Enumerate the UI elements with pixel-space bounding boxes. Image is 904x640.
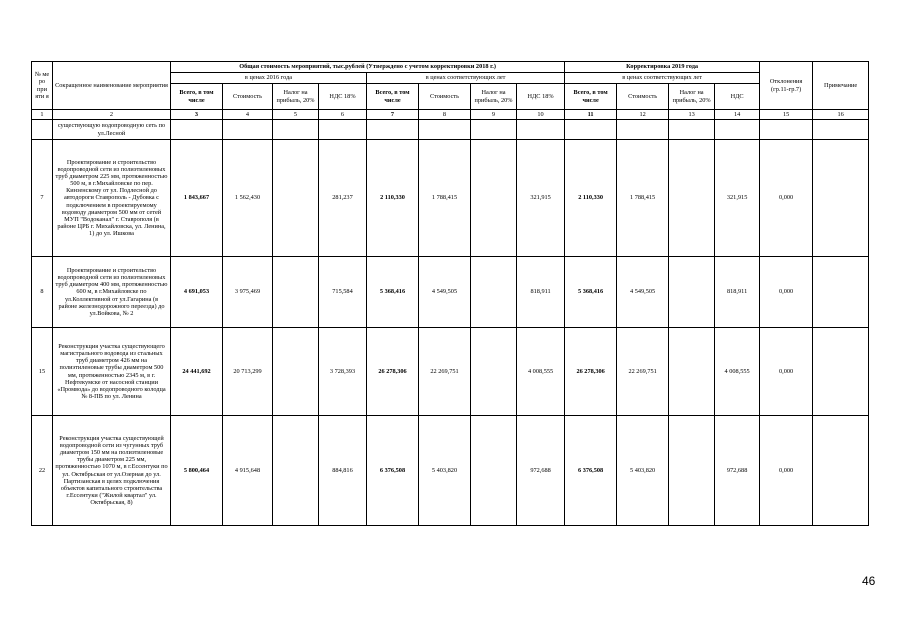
page-number: 46: [862, 574, 876, 588]
cell-profit-tax: [669, 257, 715, 328]
row-num: 7: [32, 140, 53, 257]
row-num: 22: [32, 416, 53, 526]
header-cost: Стоимость: [617, 84, 669, 110]
row-name: существующую водопроводную сеть по ул.Лесной: [53, 120, 171, 140]
cell-profit-tax: [669, 416, 715, 526]
cell-vat: 818,911: [517, 257, 565, 328]
cell-profit-tax: [669, 328, 715, 416]
header-profit-tax: Налог на прибыль, 20%: [471, 84, 517, 110]
cell-cost: 20 713,299: [223, 328, 273, 416]
cell-note: [813, 416, 869, 526]
col-num: 2: [53, 110, 171, 120]
header-vat18: НДС 18%: [319, 84, 367, 110]
col-num: 1: [32, 110, 53, 120]
col-num: 12: [617, 110, 669, 120]
header-vat: НДС: [715, 84, 760, 110]
row-name: Проектирование и строительство водопроводной сети из полиэтиленовых труб диаметром 225 мм, протяженностью 500 м, в г.Михайловске по пер. Кинзенскому от ул. Подлесной до автодороги Ставрополь - Дубовка с подключением в проектируемому водоводу диаметром 500 мм от сетей МУП "Водоканал" г. Ставрополя (в районе ЦРБ г. Михайловска, ул. Ленина, 1) до ул. Ишкова: [53, 140, 171, 257]
cell-note: [813, 140, 869, 257]
cell-cost: 1 562,430: [223, 140, 273, 257]
cell-note: [813, 328, 869, 416]
cell-total: 5 368,416: [565, 257, 617, 328]
col-num: 8: [419, 110, 471, 120]
header-profit-tax: Налог на прибыль, 20%: [669, 84, 715, 110]
cell-cost: 5 403,820: [617, 416, 669, 526]
cell-vat: 715,584: [319, 257, 367, 328]
header-prices-years-correction: в ценах соответствующих лет: [565, 73, 760, 84]
col-num: 13: [669, 110, 715, 120]
cell-cost: 4 549,505: [419, 257, 471, 328]
cell-deviation: 0,000: [760, 257, 813, 328]
cell-vat: 321,915: [517, 140, 565, 257]
cell-vat: 4 008,555: [517, 328, 565, 416]
cell-cost: 3 975,469: [223, 257, 273, 328]
cell-total: 5 800,464: [171, 416, 223, 526]
header-vat18: НДС 18%: [517, 84, 565, 110]
cell-deviation: 0,000: [760, 416, 813, 526]
cell-profit-tax: [669, 140, 715, 257]
col-num: 6: [319, 110, 367, 120]
header-group-correction: Корректировка 2019 года: [565, 62, 760, 73]
cell-vat: 4 008,555: [715, 328, 760, 416]
cost-table: [31, 61, 869, 526]
header-total: Всего, в том числе: [565, 84, 617, 110]
column-number-row: [32, 110, 869, 120]
row-name: Реконструкция участка существующей водопроводной сети из чугунных труб диаметром 150 мм на полиэтиленовые трубы диаметром 225 мм, протяженностью 1070 м, в г.Ессентуки по ул. Октябрьская от ул.Озерная до ул. Партизанская в целях подключения объектов капитального строительства г.Ессентуки ("Жилой квартал" ул. Октябрьская, 8): [53, 416, 171, 526]
cell-vat: 3 728,393: [319, 328, 367, 416]
cell-cost: 22 269,751: [617, 328, 669, 416]
col-num: 14: [715, 110, 760, 120]
cell-cost: 5 403,820: [419, 416, 471, 526]
cell-vat: 972,688: [715, 416, 760, 526]
row-num: 15: [32, 328, 53, 416]
cell-vat: 281,237: [319, 140, 367, 257]
cell-total: 2 110,330: [565, 140, 617, 257]
header-cost: Стоимость: [419, 84, 471, 110]
cell-cost: 1 788,415: [617, 140, 669, 257]
cell-total: 6 376,508: [565, 416, 617, 526]
continuation-row: [32, 120, 869, 140]
col-num: 9: [471, 110, 517, 120]
col-num: 5: [273, 110, 319, 120]
cell-profit-tax: [273, 416, 319, 526]
cell-note: [813, 257, 869, 328]
cell-cost: 4 549,505: [617, 257, 669, 328]
cell-total: 26 278,306: [565, 328, 617, 416]
cell-vat: 818,911: [715, 257, 760, 328]
cell-vat: 321,915: [715, 140, 760, 257]
cell-total: 4 691,053: [171, 257, 223, 328]
header-total: Всего, в том числе: [367, 84, 419, 110]
cell-profit-tax: [471, 257, 517, 328]
header-total: Всего, в том числе: [171, 84, 223, 110]
header-group-approved: Общая стоимость мероприятий, тыс.рублей (Утверждено с учетом корректировки 2018 г.): [171, 62, 565, 73]
header-note: Примечание: [813, 62, 869, 110]
header-prices-2016: в ценах 2016 года: [171, 73, 367, 84]
cell-total: 6 376,508: [367, 416, 419, 526]
header-cost: Стоимость: [223, 84, 273, 110]
cell-total: 24 441,692: [171, 328, 223, 416]
col-num: 10: [517, 110, 565, 120]
table-row: [32, 416, 869, 526]
cell-profit-tax: [471, 140, 517, 257]
row-name: Реконструкция участка существующего магистрального водовода из стальных труб диаметром 426 мм на полиэтиленовые трубы диаметром 500 мм, протяженностью 2345 м, в г. Нефтекумске от насосной станции «Промвода» до водопроводного колодца № 8-ПВ по ул. Ленина: [53, 328, 171, 416]
col-num: 11: [565, 110, 617, 120]
table-row: [32, 328, 869, 416]
header-name: Сокращенное наименование мероприятия: [53, 62, 171, 110]
cell-profit-tax: [471, 416, 517, 526]
table-row: [32, 257, 869, 328]
cell-total: 5 368,416: [367, 257, 419, 328]
row-num: 8: [32, 257, 53, 328]
cell-cost: 4 915,648: [223, 416, 273, 526]
header-prices-years: в ценах соответствующих лет: [367, 73, 565, 84]
table-row: [32, 140, 869, 257]
cell-deviation: 0,000: [760, 328, 813, 416]
cell-cost: 1 788,415: [419, 140, 471, 257]
cell-total: 2 110,330: [367, 140, 419, 257]
cell-vat: 972,688: [517, 416, 565, 526]
cell-deviation: 0,000: [760, 140, 813, 257]
col-num: 4: [223, 110, 273, 120]
col-num: 7: [367, 110, 419, 120]
cell-profit-tax: [273, 328, 319, 416]
col-num: 16: [813, 110, 869, 120]
row-name: Проектирование и строительство водопроводной сети из полиэтиленовых труб диаметром 400 мм, протяженностью 600 м, в г.Михайловске по ул.Коллективной от ул.Гагарина (в районе железнодорожного переезда) до ул.Войкова, № 2: [53, 257, 171, 328]
cell-profit-tax: [273, 257, 319, 328]
col-num: 3: [171, 110, 223, 120]
col-num: 15: [760, 110, 813, 120]
header-profit-tax: Налог на прибыль, 20%: [273, 84, 319, 110]
cell-total: 26 278,306: [367, 328, 419, 416]
header-deviation: Отклонения (гр.11-гр.7): [760, 62, 813, 110]
header-row-1: [32, 62, 869, 73]
cell-cost: 22 269,751: [419, 328, 471, 416]
cell-profit-tax: [471, 328, 517, 416]
cell-vat: 884,816: [319, 416, 367, 526]
cell-profit-tax: [273, 140, 319, 257]
cell-total: 1 843,667: [171, 140, 223, 257]
header-num: № ме ро при яти я: [32, 62, 53, 110]
